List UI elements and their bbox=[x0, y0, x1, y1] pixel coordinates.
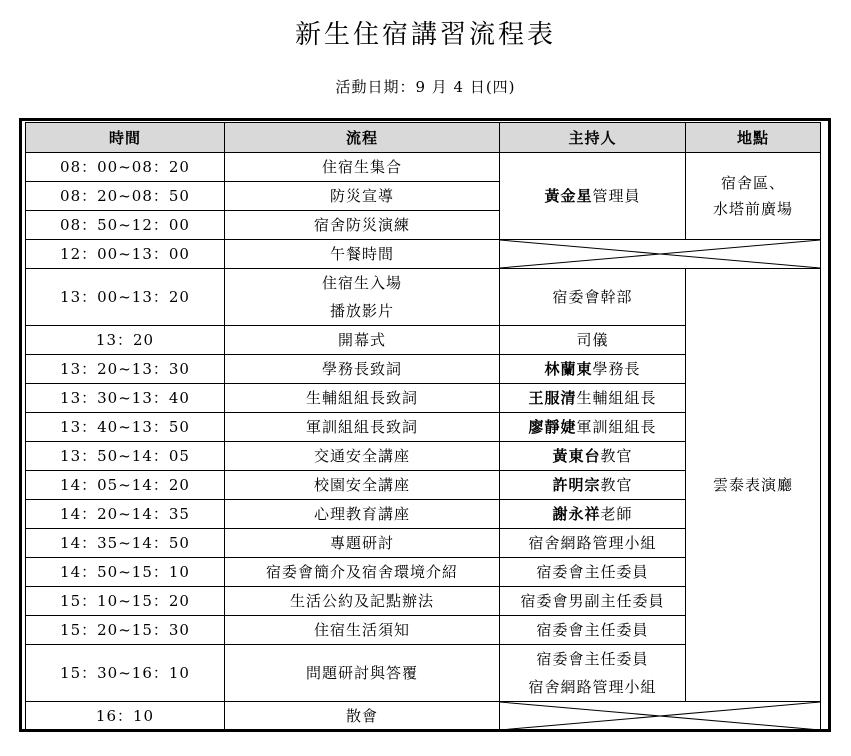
time-cell: 15：20~15：30 bbox=[26, 616, 225, 645]
time-cell: 13：40~13：50 bbox=[26, 413, 225, 442]
process-cell: 學務長致詞 bbox=[225, 355, 500, 384]
time-cell: 08：20~08：50 bbox=[26, 182, 225, 211]
process-cell: 心理教育講座 bbox=[225, 500, 500, 529]
table-row bbox=[26, 240, 821, 269]
process-cell: 生輔組組長致詞 bbox=[225, 384, 500, 413]
process-cell: 校園安全講座 bbox=[225, 471, 500, 500]
host-title: 學務長 bbox=[592, 360, 641, 378]
host-title: 生輔組組長 bbox=[576, 389, 657, 407]
host-title: 教官 bbox=[600, 476, 633, 494]
header-host: 主持人 bbox=[500, 123, 686, 153]
host-name: 黃金星 bbox=[544, 187, 593, 205]
host-title: 老師 bbox=[600, 505, 633, 523]
process-cell: 防災宣導 bbox=[225, 182, 500, 211]
time-cell: 14：20~14：35 bbox=[26, 500, 225, 529]
table-row bbox=[26, 153, 821, 182]
host-title: 教官 bbox=[600, 447, 633, 465]
host-name: 黃東台 bbox=[552, 447, 601, 465]
host-cell: 宿委會幹部 bbox=[500, 269, 686, 326]
header-location: 地點 bbox=[686, 123, 821, 153]
process-cell: 生活公約及記點辦法 bbox=[225, 587, 500, 616]
process-cell: 午餐時間 bbox=[225, 240, 500, 269]
location-cell: 雲泰表演廳 bbox=[686, 269, 821, 702]
host-cell: 宿舍網路管理小組 bbox=[500, 529, 686, 558]
time-cell: 08：00~08：20 bbox=[26, 153, 225, 182]
time-cell: 15：30~16：10 bbox=[26, 645, 225, 702]
host-cell bbox=[500, 153, 686, 240]
schedule-table bbox=[25, 122, 821, 731]
header-row bbox=[26, 123, 821, 153]
time-cell: 12：00~13：00 bbox=[26, 240, 225, 269]
process-cell: 散會 bbox=[225, 702, 500, 731]
process-cell: 宿舍防災演練 bbox=[225, 211, 500, 240]
host-title: 管理員 bbox=[592, 187, 641, 205]
process-cell: 宿委會簡介及宿舍環境介紹 bbox=[225, 558, 500, 587]
host-line: 宿舍網路管理小組 bbox=[528, 678, 657, 696]
time-cell: 13：20 bbox=[26, 326, 225, 355]
time-cell: 13：00~13：20 bbox=[26, 269, 225, 326]
activity-date: 活動日期：9 月 4 日(四) bbox=[335, 78, 516, 96]
location-line: 宿舍區、 bbox=[720, 174, 785, 192]
host-name: 謝永祥 bbox=[552, 505, 601, 523]
header-process: 流程 bbox=[225, 123, 500, 153]
host-cell bbox=[500, 413, 686, 442]
time-cell: 13：20~13：30 bbox=[26, 355, 225, 384]
host-cell: 宿委會主任委員 bbox=[500, 616, 686, 645]
cross-lines bbox=[500, 240, 820, 268]
host-name: 王服清 bbox=[528, 389, 577, 407]
header-time: 時間 bbox=[26, 123, 225, 153]
host-name: 許明宗 bbox=[552, 476, 601, 494]
process-line: 住宿生入場 bbox=[321, 274, 402, 292]
time-cell: 15：10~15：20 bbox=[26, 587, 225, 616]
time-cell: 13：30~13：40 bbox=[26, 384, 225, 413]
process-cell: 住宿生活須知 bbox=[225, 616, 500, 645]
host-name: 林蘭東 bbox=[544, 360, 593, 378]
host-cell bbox=[500, 471, 686, 500]
host-cell bbox=[500, 442, 686, 471]
empty-cross-cell bbox=[500, 240, 821, 269]
host-cell bbox=[500, 645, 686, 702]
time-cell: 14：50~15：10 bbox=[26, 558, 225, 587]
host-cell: 宿委會主任委員 bbox=[500, 558, 686, 587]
time-cell: 08：50~12：00 bbox=[26, 211, 225, 240]
location-line: 水塔前廣場 bbox=[712, 200, 793, 218]
process-cell: 專題研討 bbox=[225, 529, 500, 558]
empty-cross-cell bbox=[500, 702, 821, 731]
process-cell: 軍訓組組長致詞 bbox=[225, 413, 500, 442]
host-cell: 司儀 bbox=[500, 326, 686, 355]
host-cell bbox=[500, 500, 686, 529]
host-cell bbox=[500, 384, 686, 413]
location-cell bbox=[686, 153, 821, 240]
host-cell: 宿委會男副主任委員 bbox=[500, 587, 686, 616]
host-name: 廖靜婕 bbox=[528, 418, 577, 436]
time-cell: 14：35~14：50 bbox=[26, 529, 225, 558]
host-cell bbox=[500, 355, 686, 384]
host-title: 軍訓組組長 bbox=[576, 418, 657, 436]
time-cell: 14：05~14：20 bbox=[26, 471, 225, 500]
process-cell: 住宿生集合 bbox=[225, 153, 500, 182]
process-line: 播放影片 bbox=[329, 302, 394, 320]
process-cell bbox=[225, 269, 500, 326]
host-line: 宿委會主任委員 bbox=[536, 650, 649, 668]
process-cell: 問題研討與答覆 bbox=[225, 645, 500, 702]
time-cell: 16：10 bbox=[26, 702, 225, 731]
table-row bbox=[26, 702, 821, 731]
page-title: 新生住宿講習流程表 bbox=[294, 20, 556, 50]
process-cell: 開幕式 bbox=[225, 326, 500, 355]
time-cell: 13：50~14：05 bbox=[26, 442, 225, 471]
process-cell: 交通安全講座 bbox=[225, 442, 500, 471]
cross-lines bbox=[500, 702, 820, 730]
table-row bbox=[26, 269, 821, 326]
